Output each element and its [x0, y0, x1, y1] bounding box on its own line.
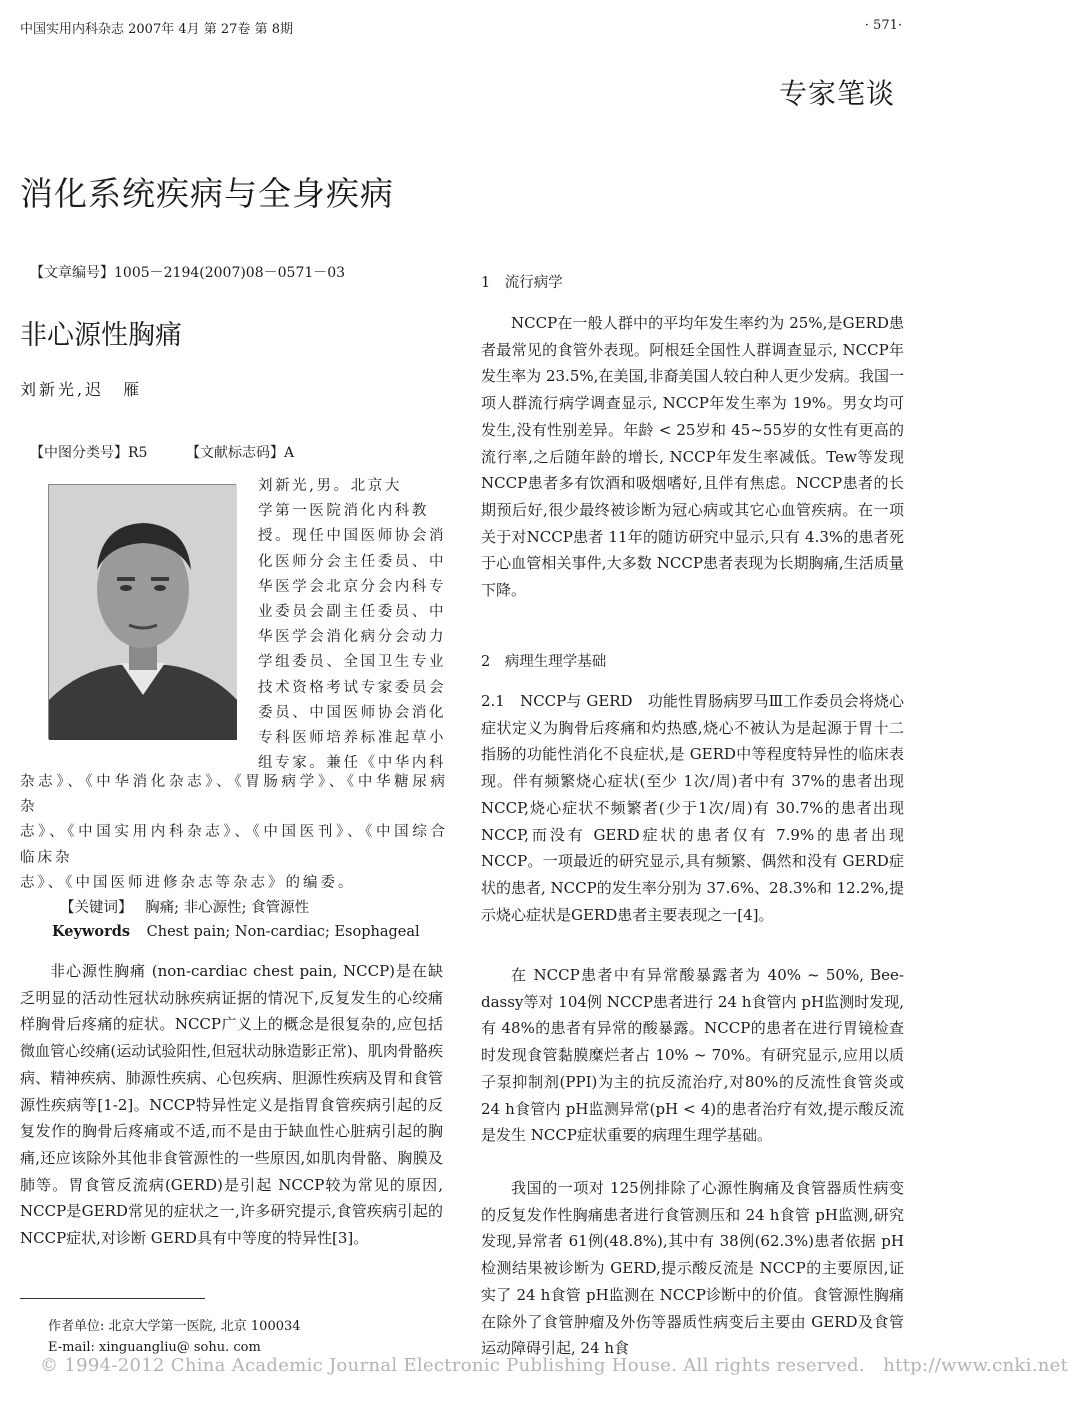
bio-line: 技术资格考试专家委员会 [258, 679, 447, 696]
bio-line: 志》、《中国实用内科杂志》、《中国医刊》、《中国综合临床杂 [20, 824, 448, 866]
section-2-paragraph-1: 2.1 NCCP与 GERD 功能性胃肠病罗马Ⅲ工作委员会将烧心症状定义为胸骨后疼痛和灼热感,烧心不被认为是起源于胃十二指肠的功能性消化不良症状,是 GERD中等程度特异性的临床表现。伴有频繁烧心症状(至少 1次/周)者中有 37%的患者出现 NCCP,烧心症状不频繁者(少于1次/周)有 30.7%的患者出现 NCCP,而没有 GERD症状的患者仅有 7.9%的患者出现 NCCP。一项最近的研究显示,具有频繁、偶然和没有 GERD症状的患者, NCCP的发生率分别为 37.6%、28.3%和 12.2%,提示烧心症状是GERD患者主要表现之一[4]。 [481, 692, 904, 924]
document-code: 【文献标志码】A [186, 445, 295, 461]
section-1-paragraph: NCCP在一般人群中的平均年发生率约为 25%,是GERD患者最常见的食管外表现。阿根廷全国性人群调查显示, NCCP年发生率为 23.5%,在美国,非裔美国人较白种人更少发病。我国一项人群流行病学调查显示, NCCP年发生率为 19%。男女均可发生,没有性别差异。年龄 < 25岁和 45~55岁的女性有更高的流行率,之后随年龄的增长, NCCP年发生率减低。Tew等发现 NCCP患者多有饮酒和吸烟嗜好,且伴有焦虑。NCCP患者的长期预后好,很少最终被诊断为冠心病或其它心血管疾病。在一项关于对NCCP患者 11年的随访研究中显示,只有 4.3%的患者死于心血管相关事件,大多数 NCCP患者表现为长期胸痛,生活质量下降。 [481, 314, 904, 600]
keywords-en-label: Keywords [52, 923, 131, 940]
copyright-watermark: © 1994-2012 China Academic Journal Electronic Publishing House. All rights reserved. http://www.cnki.net [40, 1355, 1068, 1376]
bio-line: 学第一医院消化内科教 [258, 503, 429, 520]
bio-line: 杂志》、《中华消化杂志》、《胃肠病学》、《中华糖尿病杂 [20, 774, 448, 816]
section-label: 专家笔谈 [778, 77, 895, 110]
keywords-label: 【关键词】 [60, 900, 133, 916]
bio-line: 专科医师培养标准起草小 [258, 730, 447, 747]
section-heading-1: 1 流行病学 [481, 275, 563, 291]
page-number: · 571· [864, 18, 902, 33]
author-photo [48, 484, 236, 739]
section-2-paragraph-2: 在 NCCP患者中有异常酸暴露者为 40% ~ 50%, Bee-dassy等对 104例 NCCP患者进行 24 h食管内 pH监测时发现,有 48%的患者有异常的酸暴露。NCCP的患者在进行胃镜检查时发现食管黏膜糜烂者占 10% ~ 70%。有研究显示,应用以质子泵抑制剂(PPI)为主的抗反流治疗,对80%的反流性食管炎或 24 h食管内 pH监测异常(pH < 4)的患者治疗有效,提示酸反流是发生 NCCP症状重要的病理生理学基础。 [481, 966, 904, 1145]
footnote-rule [20, 1298, 205, 1299]
bio-line: 志》、《中国医师进修杂志等杂志》的编委。 [20, 874, 356, 891]
article-title: 非心源性胸痛 [20, 320, 182, 351]
intro-paragraph: 非心源性胸痛 (non-cardiac chest pain, NCCP)是在缺乏明显的活动性冠状动脉疾病证据的情况下,反复发生的心绞痛样胸骨后疼痛的症状。NCCP广义上的概念是很复杂的,应包括微血管心绞痛(运动试验阳性,但冠状动脉造影正常)、肌肉骨骼疾病、精神疾病、肺源性疾病、心包疾病、胆源性疾病及胃和食管源性疾病等[1-2]。NCCP特异性定义是指胃食管疾病引起的反复发作的胸骨后疼痛或不适,而不是由于缺血性心脏病引起的胸痛,还应该除外其他非食管源性的一些原因,如肌肉骨骼、胸膜及肺等。胃食管反流病(GERD)是引起 NCCP较为常见的原因, NCCP是GERD常见的症状之一,许多研究提示,食管疾病引起的NCCP症状,对诊断 GERD具有中等度的特异性[3]。 [20, 962, 443, 1248]
journal-header: 中国实用内科杂志 2007年 4月 第 27卷 第 8期 [20, 22, 293, 37]
bio-line: 华医学会消化病分会动力 [258, 629, 447, 646]
bio-line: 化医师分会主任委员、中 [258, 553, 447, 570]
authors: 刘新光,迟 雁 [20, 380, 143, 399]
keywords-cn [60, 896, 309, 917]
bio-line: 业委员会副主任委员、中 [258, 604, 447, 621]
classification-code: 【中图分类号】R5 [30, 445, 148, 461]
bio-line: 授。现任中国医师协会消 [258, 528, 447, 545]
keywords-text: 胸痛; 非心源性; 食管源性 [145, 900, 310, 916]
bio-line: 刘新光,男。北京大 [258, 478, 403, 494]
keywords-en-text: Chest pain; Non-cardiac; Esophageal [146, 924, 420, 940]
column-title: 消化系统疾病与全身疾病 [20, 174, 394, 213]
bio-line: 华医学会北京分会内科专 [258, 578, 447, 595]
author-affiliation: 作者单位: 北京大学第一医院, 北京 100034 [48, 1319, 301, 1334]
section-2-paragraph-3: 我国的一项对 125例排除了心源性胸痛及食管器质性病变的反复发作性胸痛患者进行食管测压和 24 h食管 pH监测,研究发现,异常者 61例(48.8%),其中有 38例(62.3%)患者依据 pH检测结果被诊断为 GERD,提示酸反流是 NCCP的主要原因,证实了 24 h食管 pH监测在 NCCP诊断中的价值。食管源性胸痛在除外了食管肿瘤及外伤等器质性病变后主要由 GERD及食管运动障碍引起, 24 h食 [481, 1179, 904, 1358]
author-bio-side [258, 474, 448, 776]
bio-line: 委员、中国医师协会消化 [258, 704, 447, 721]
keywords-en [52, 923, 420, 940]
bio-line: 学组委员、全国卫生专业 [258, 654, 447, 671]
author-email: E-mail: xinguangliu@ sohu. com [48, 1340, 261, 1355]
bio-line: 组专家。兼任《中华内科 [258, 755, 447, 772]
author-bio-full [20, 770, 448, 896]
article-number: 【文章编号】1005－2194(2007)08－0571－03 [30, 265, 346, 281]
section-heading-2: 2 病理生理学基础 [481, 654, 607, 670]
